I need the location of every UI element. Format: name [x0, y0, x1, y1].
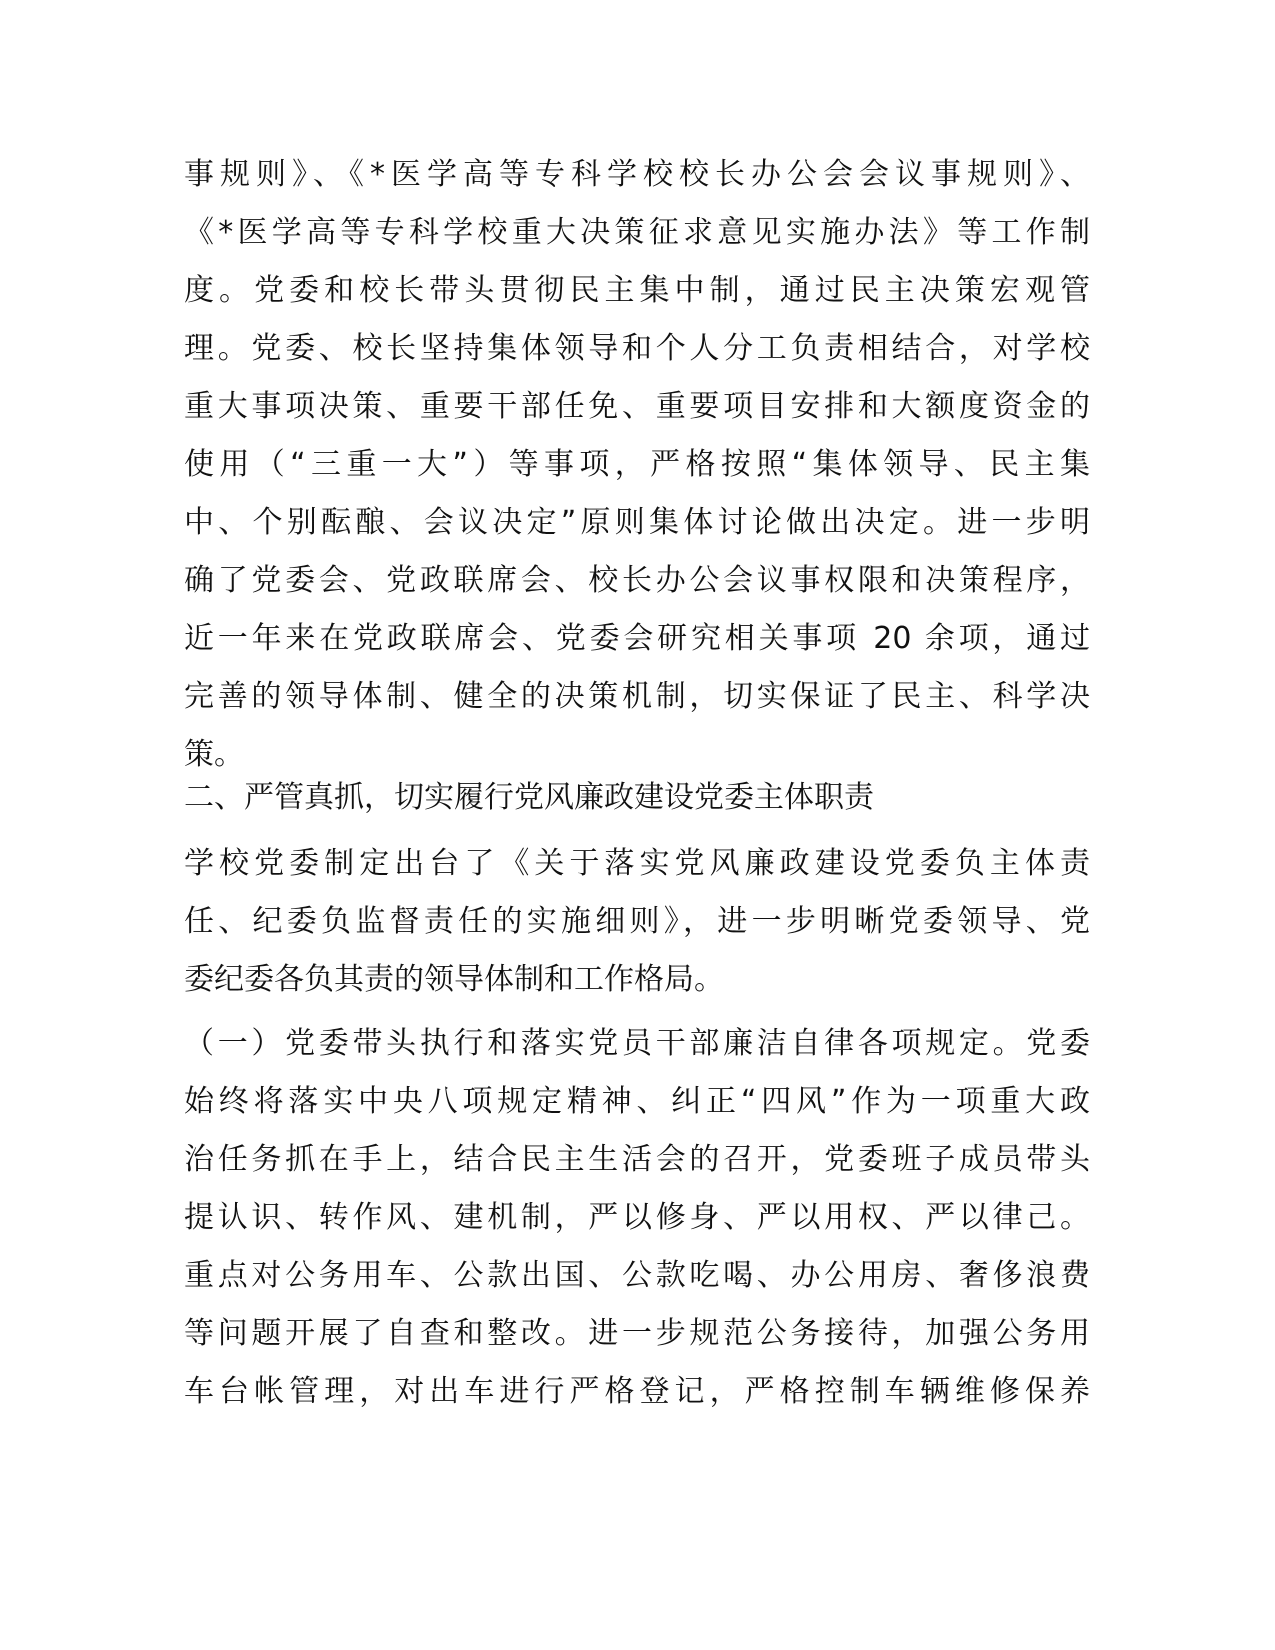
text-line: 车台帐管理，对出车进行严格登记，严格控制车辆维修保养 [184, 1374, 1090, 1409]
text-line: 《*医学高等专科学校重大决策征求意见实施办法》等工作制 [184, 215, 1090, 250]
text-line: 使用（“三重一大”）等事项，严格按照“集体领导、民主集 [184, 447, 1090, 482]
paragraph-responsibility-rules [184, 835, 1090, 1009]
heading-line: 二、严管真抓，切实履行党风廉政建设党委主体职责 [184, 780, 874, 815]
text-line: 重大事项决策、重要干部任免、重要项目安排和大额度资金的 [184, 389, 1090, 424]
text-line: 委纪委各负其责的领导体制和工作格局。 [184, 962, 724, 997]
text-line: 事规则》、《*医学高等专科学校校长办公会会议事规则》、 [184, 157, 1090, 192]
text-line: 始终将落实中央八项规定精神、纠正“四风”作为一项重大政 [184, 1084, 1090, 1119]
paragraph-self-discipline [184, 1015, 1090, 1421]
section-heading [184, 769, 1090, 827]
text-line: 治任务抓在手上，结合民主生活会的召开，党委班子成员带头 [184, 1142, 1090, 1177]
paragraph-decision-rules [184, 146, 1090, 784]
text-line: 学校党委制定出台了《关于落实党风廉政建设党委负主体责 [184, 846, 1090, 881]
text-line: 重点对公务用车、公款出国、公款吃喝、办公用房、奢侈浪费 [184, 1258, 1090, 1293]
text-line: 理。党委、校长坚持集体领导和个人分工负责相结合，对学校 [184, 331, 1090, 366]
text-line: 完善的领导体制、健全的决策机制，切实保证了民主、科学决 [184, 679, 1090, 714]
text-line: 策。 [184, 737, 244, 772]
text-line: 确了党委会、党政联席会、校长办公会议事权限和决策程序， [184, 563, 1090, 598]
text-line: 度。党委和校长带头贯彻民主集中制，通过民主决策宏观管 [184, 273, 1090, 308]
text-line: 中、个别酝酿、会议决定”原则集体讨论做出决定。进一步明 [184, 505, 1090, 540]
text-line: （一）党委带头执行和落实党员干部廉洁自律各项规定。党委 [184, 1026, 1090, 1061]
text-line: 近一年来在党政联席会、党委会研究相关事项 20 余项，通过 [184, 621, 1090, 656]
text-line: 任、纪委负监督责任的实施细则》，进一步明晰党委领导、党 [184, 904, 1090, 939]
text-line: 提认识、转作风、建机制，严以修身、严以用权、严以律己。 [184, 1200, 1090, 1235]
text-line: 等问题开展了自查和整改。进一步规范公务接待，加强公务用 [184, 1316, 1090, 1351]
